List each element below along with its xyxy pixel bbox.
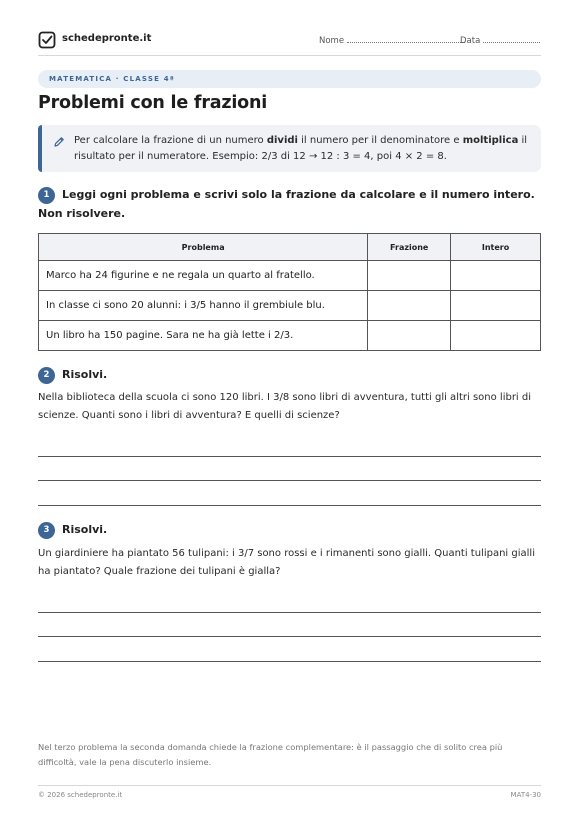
name-field[interactable]	[319, 35, 465, 46]
exercise-3-text: Un giardiniere ha piantato 56 tulipani: i 3/7 sono rossi e i rimanenti sono gialli. Quanti tulipani gialli ha piantato? Quale frazione dei tulipani è gialla?	[38, 548, 535, 577]
answer-line[interactable]	[38, 636, 541, 637]
column-header-intero: Intero	[451, 234, 541, 261]
worksheet-code: MAT4-30	[510, 791, 541, 799]
exercise-number-badge: 1	[38, 187, 55, 204]
date-field[interactable]	[460, 35, 540, 46]
answer-line[interactable]	[38, 661, 541, 662]
page-footer	[38, 785, 541, 799]
answer-line[interactable]	[38, 456, 541, 457]
answer-line[interactable]	[38, 480, 541, 481]
name-line[interactable]	[347, 35, 465, 43]
fraction-answer-cell[interactable]	[368, 261, 451, 291]
teacher-note: Nel terzo problema la seconda domanda chiede la frazione complementare: è il passaggio che di solito crea più difficoltà, vale la pena discuterlo insieme.	[38, 742, 503, 767]
date-label: Data	[460, 36, 481, 46]
exercise-1-instruction: 1 Leggi ogni problema e scrivi solo la frazione da calcolare e il numero intero. Non risolvere.	[38, 188, 535, 220]
whole-answer-cell[interactable]	[451, 321, 541, 351]
whole-answer-cell[interactable]	[451, 291, 541, 321]
problem-cell: Marco ha 24 figurine e ne regala un quarto al fratello.	[39, 261, 368, 291]
name-label: Nome	[319, 36, 345, 46]
answer-line[interactable]	[38, 505, 541, 506]
table-row	[39, 261, 541, 291]
table-row	[39, 321, 541, 351]
subject-banner: MATEMATICA · CLASSE 4ª	[38, 70, 541, 88]
page-header	[38, 30, 541, 56]
table-row	[39, 291, 541, 321]
column-header-frazione: Frazione	[368, 234, 451, 261]
brand-name: schedepronte.it	[62, 33, 152, 44]
exercise-2-text: Nella biblioteca della scuola ci sono 120 libri. I 3/8 sono libri di avventura, tutti gli altri sono libri di scienze. Quanti sono i libri di avventura? E quelli di scienze?	[38, 392, 532, 421]
exercise-2-instruction: 2 Risolvi.	[38, 366, 541, 385]
page-title: Problemi con le frazioni	[38, 93, 268, 113]
answer-line[interactable]	[38, 612, 541, 613]
fraction-answer-cell[interactable]	[368, 321, 451, 351]
tip-bold-dividi: dividi	[266, 135, 298, 146]
checkbox-icon	[38, 31, 56, 49]
copyright-text: © 2026 schedepronte.it	[38, 791, 123, 799]
problem-cell: Un libro ha 150 pagine. Sara ne ha già lette i 2/3.	[39, 321, 368, 351]
problem-cell: In classe ci sono 20 alunni: i 3/5 hanno il grembiule blu.	[39, 291, 368, 321]
pencil-icon	[53, 136, 65, 148]
table-header-row	[39, 234, 541, 261]
exercise-number-badge: 2	[38, 367, 55, 384]
fractions-table	[38, 233, 541, 351]
date-line[interactable]	[483, 35, 540, 43]
exercise-3-instruction: 3 Risolvi.	[38, 521, 541, 540]
whole-answer-cell[interactable]	[451, 261, 541, 291]
tip-accent-bar	[38, 125, 42, 172]
tip-box	[38, 125, 541, 172]
exercise-number-badge: 3	[38, 522, 55, 539]
column-header-problema: Problema	[39, 234, 368, 261]
tip-text: Per calcolare la frazione di un numero dividi il numero per il denominatore e moltiplica il risultato per il numeratore. Esempio: 2/3 di 12 → 12 : 3 = 4, poi 4 × 2 = 8.	[74, 135, 528, 162]
tip-bold-moltiplica: moltiplica	[462, 135, 519, 146]
fraction-answer-cell[interactable]	[368, 291, 451, 321]
